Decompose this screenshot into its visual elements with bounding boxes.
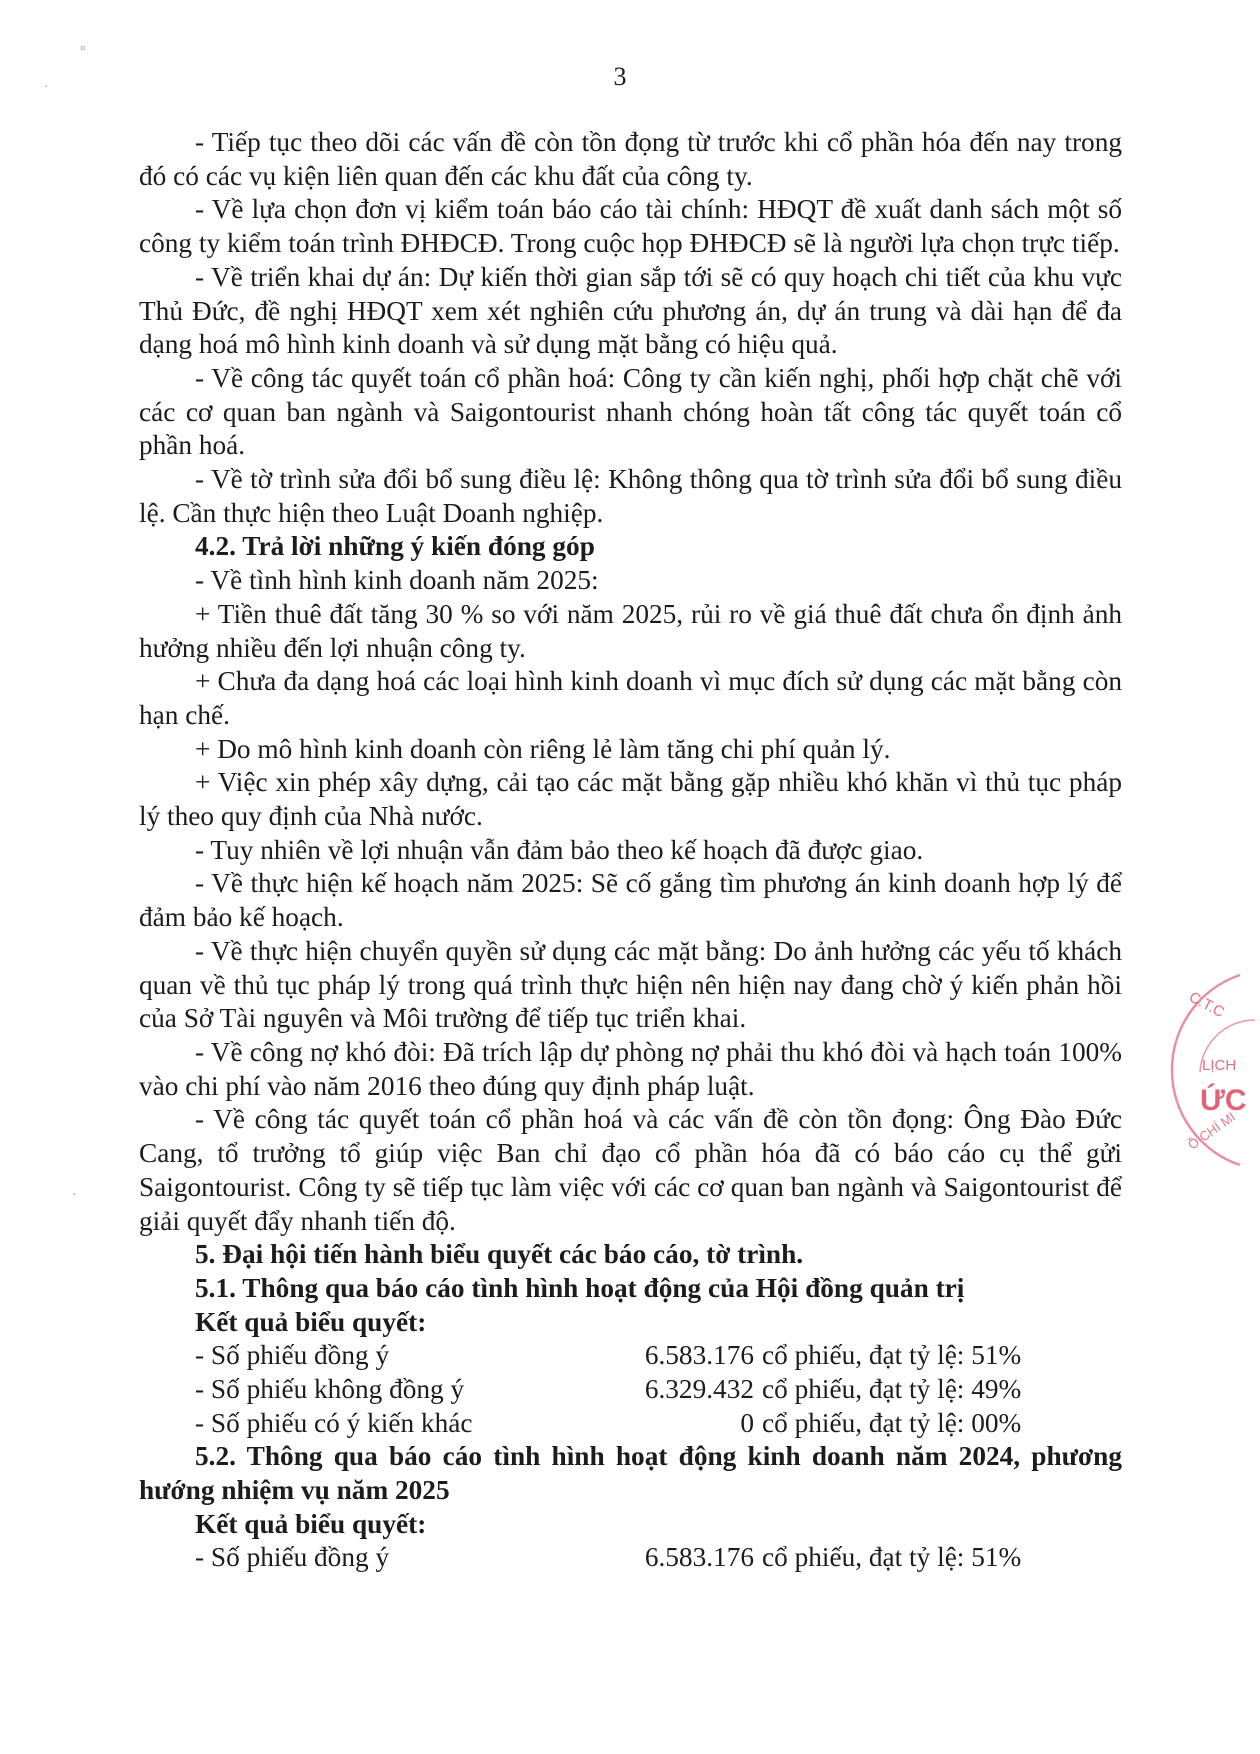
vote-result-label: Kết quả biểu quyết: bbox=[195, 1306, 427, 1337]
vote-label: - Số phiếu có ý kiến khác bbox=[195, 1407, 473, 1438]
vote-ratio: cổ phiếu, đạt tỷ lệ: 51% bbox=[762, 1340, 1022, 1371]
scan-speck: ° bbox=[80, 44, 86, 59]
paragraph: - Về thực hiện chuyển quyền sử dụng các mặt bằng: Do ảnh hưởng các yếu tố khách quan về thủ tục pháp lý trong quá trình thực hiện nên hiện nay đang chờ ý kiến phản hồi của Sở Tài nguyên và Môi trường để tiếp tục triển khai. bbox=[139, 935, 1122, 1034]
paragraph: - Tuy nhiên về lợi nhuận vẫn đảm bảo theo kế hoạch đã được giao. bbox=[195, 834, 924, 865]
vote-row bbox=[139, 1541, 1122, 1575]
svg-text:ỨC: ỨC bbox=[1200, 1084, 1247, 1117]
paragraph: - Về công tác quyết toán cổ phần hoá và các vấn đề còn tồn đọng: Ông Đào Đức Cang, tổ trưởng tổ giúp việc Ban chỉ đạo cổ phần hóa đã có báo cáo cụ thể gửi Saigontourist. Công ty sẽ tiếp tục làm việc với các cơ quan ban ngành và Saigontourist để giải quyết đẩy nhanh tiến độ. bbox=[139, 1104, 1122, 1236]
paragraph: + Tiền thuê đất tăng 30 % so với năm 2025, rủi ro về giá thuê đất chưa ổn định ảnh hưởng nhiều đến lợi nhuận công ty. bbox=[139, 598, 1122, 663]
paragraph: - Về lựa chọn đơn vị kiểm toán báo cáo tài chính: HĐQT đề xuất danh sách một số công ty kiểm toán trình ĐHĐCĐ. Trong cuộc họp ĐHĐCĐ sẽ là người lựa chọn trực tiếp. bbox=[139, 194, 1122, 259]
paragraph: + Do mô hình kinh doanh còn riêng lẻ làm tăng chi phí quản lý. bbox=[195, 733, 891, 764]
vote-ratio: cổ phiếu, đạt tỷ lệ: 51% bbox=[762, 1542, 1022, 1573]
paragraph: + Việc xin phép xây dựng, cải tạo các mặt bằng gặp nhiều khó khăn vì thủ tục pháp lý theo quy định của Nhà nước. bbox=[139, 767, 1122, 832]
vote-label: - Số phiếu không đồng ý bbox=[195, 1374, 465, 1404]
section-heading: 5. Đại hội tiến hành biểu quyết các báo cáo, tờ trình. bbox=[195, 1239, 804, 1270]
vote-count: 0 bbox=[740, 1407, 754, 1438]
document-body bbox=[139, 126, 1122, 1575]
subsection-heading: 5.2. Thông qua báo cáo tình hình hoạt động kinh doanh năm 2024, phương hướng nhiệm vụ năm 2025 bbox=[139, 1441, 1122, 1506]
vote-count: 6.583.176 bbox=[644, 1542, 754, 1573]
vote-ratio: cổ phiếu, đạt tỷ lệ: 49% bbox=[762, 1374, 1022, 1404]
paragraph: - Về tình hình kinh doanh năm 2025: bbox=[195, 565, 599, 596]
vote-label: - Số phiếu đồng ý bbox=[195, 1542, 390, 1573]
paragraph: + Chưa đa dạng hoá các loại hình kinh doanh vì mục đích sử dụng các mặt bằng còn hạn chế. bbox=[139, 666, 1122, 730]
paragraph: - Về triển khai dự án: Dự kiến thời gian sắp tới sẽ có quy hoạch chi tiết của khu vực Thủ Đức, đề nghị HĐQT xem xét nghiên cứu phương án, dự án trung và dài hạn để đa dạng hoá mô hình kinh doanh và sử dụng mặt bằng có hiệu quả. bbox=[139, 261, 1122, 360]
svg-text:Ồ CHÍ MI: Ồ CHÍ MI bbox=[1185, 1109, 1239, 1153]
company-stamp bbox=[1170, 960, 1260, 1180]
vote-ratio: cổ phiếu, đạt tỷ lệ: 00% bbox=[762, 1407, 1022, 1438]
paragraph: - Về tờ trình sửa đổi bổ sung điều lệ: Không thông qua tờ trình sửa đổi bổ sung điều lệ. Cần thực hiện theo Luật Doanh nghiệp. bbox=[139, 464, 1122, 528]
vote-count: 6.583.176 bbox=[644, 1340, 754, 1371]
vote-row bbox=[139, 1339, 1122, 1373]
page-number: 3 bbox=[613, 62, 627, 91]
vote-result-label: Kết quả biểu quyết: bbox=[195, 1508, 427, 1539]
vote-row bbox=[139, 1407, 1122, 1441]
section-heading: 4.2. Trả lời những ý kiến đóng góp bbox=[195, 531, 595, 562]
svg-text:LỊCH: LỊCH bbox=[1202, 1057, 1237, 1074]
svg-text:C.T.C: C.T.C bbox=[1186, 988, 1228, 1022]
scan-speck: · bbox=[44, 80, 49, 95]
subsection-heading: 5.1. Thông qua báo cáo tình hình hoạt động của Hội đồng quản trị bbox=[195, 1272, 965, 1303]
vote-row bbox=[139, 1373, 1122, 1407]
paragraph: - Tiếp tục theo dõi các vấn đề còn tồn đọng từ trước khi cổ phần hóa đến nay trong đó có các vụ kiện liên quan đến các khu đất của công ty. bbox=[139, 127, 1122, 191]
vote-label: - Số phiếu đồng ý bbox=[195, 1340, 390, 1371]
paragraph: - Về công tác quyết toán cổ phần hoá: Công ty cần kiến nghị, phối hợp chặt chẽ với các cơ quan ban ngành và Saigontourist nhanh chóng hoàn tất công tác quyết toán cổ phần hoá. bbox=[139, 362, 1122, 461]
vote-count: 6.329.432 bbox=[644, 1374, 754, 1404]
paragraph: - Về thực hiện kế hoạch năm 2025: Sẽ cố gắng tìm phương án kinh doanh hợp lý để đảm bảo kế hoạch. bbox=[139, 868, 1122, 933]
paragraph: - Về công nợ khó đòi: Đã trích lập dự phòng nợ phải thu khó đòi và hạch toán 100% vào chi phí vào năm 2016 theo đúng quy định pháp luật. bbox=[139, 1036, 1122, 1101]
scan-speck: · bbox=[72, 1188, 77, 1203]
